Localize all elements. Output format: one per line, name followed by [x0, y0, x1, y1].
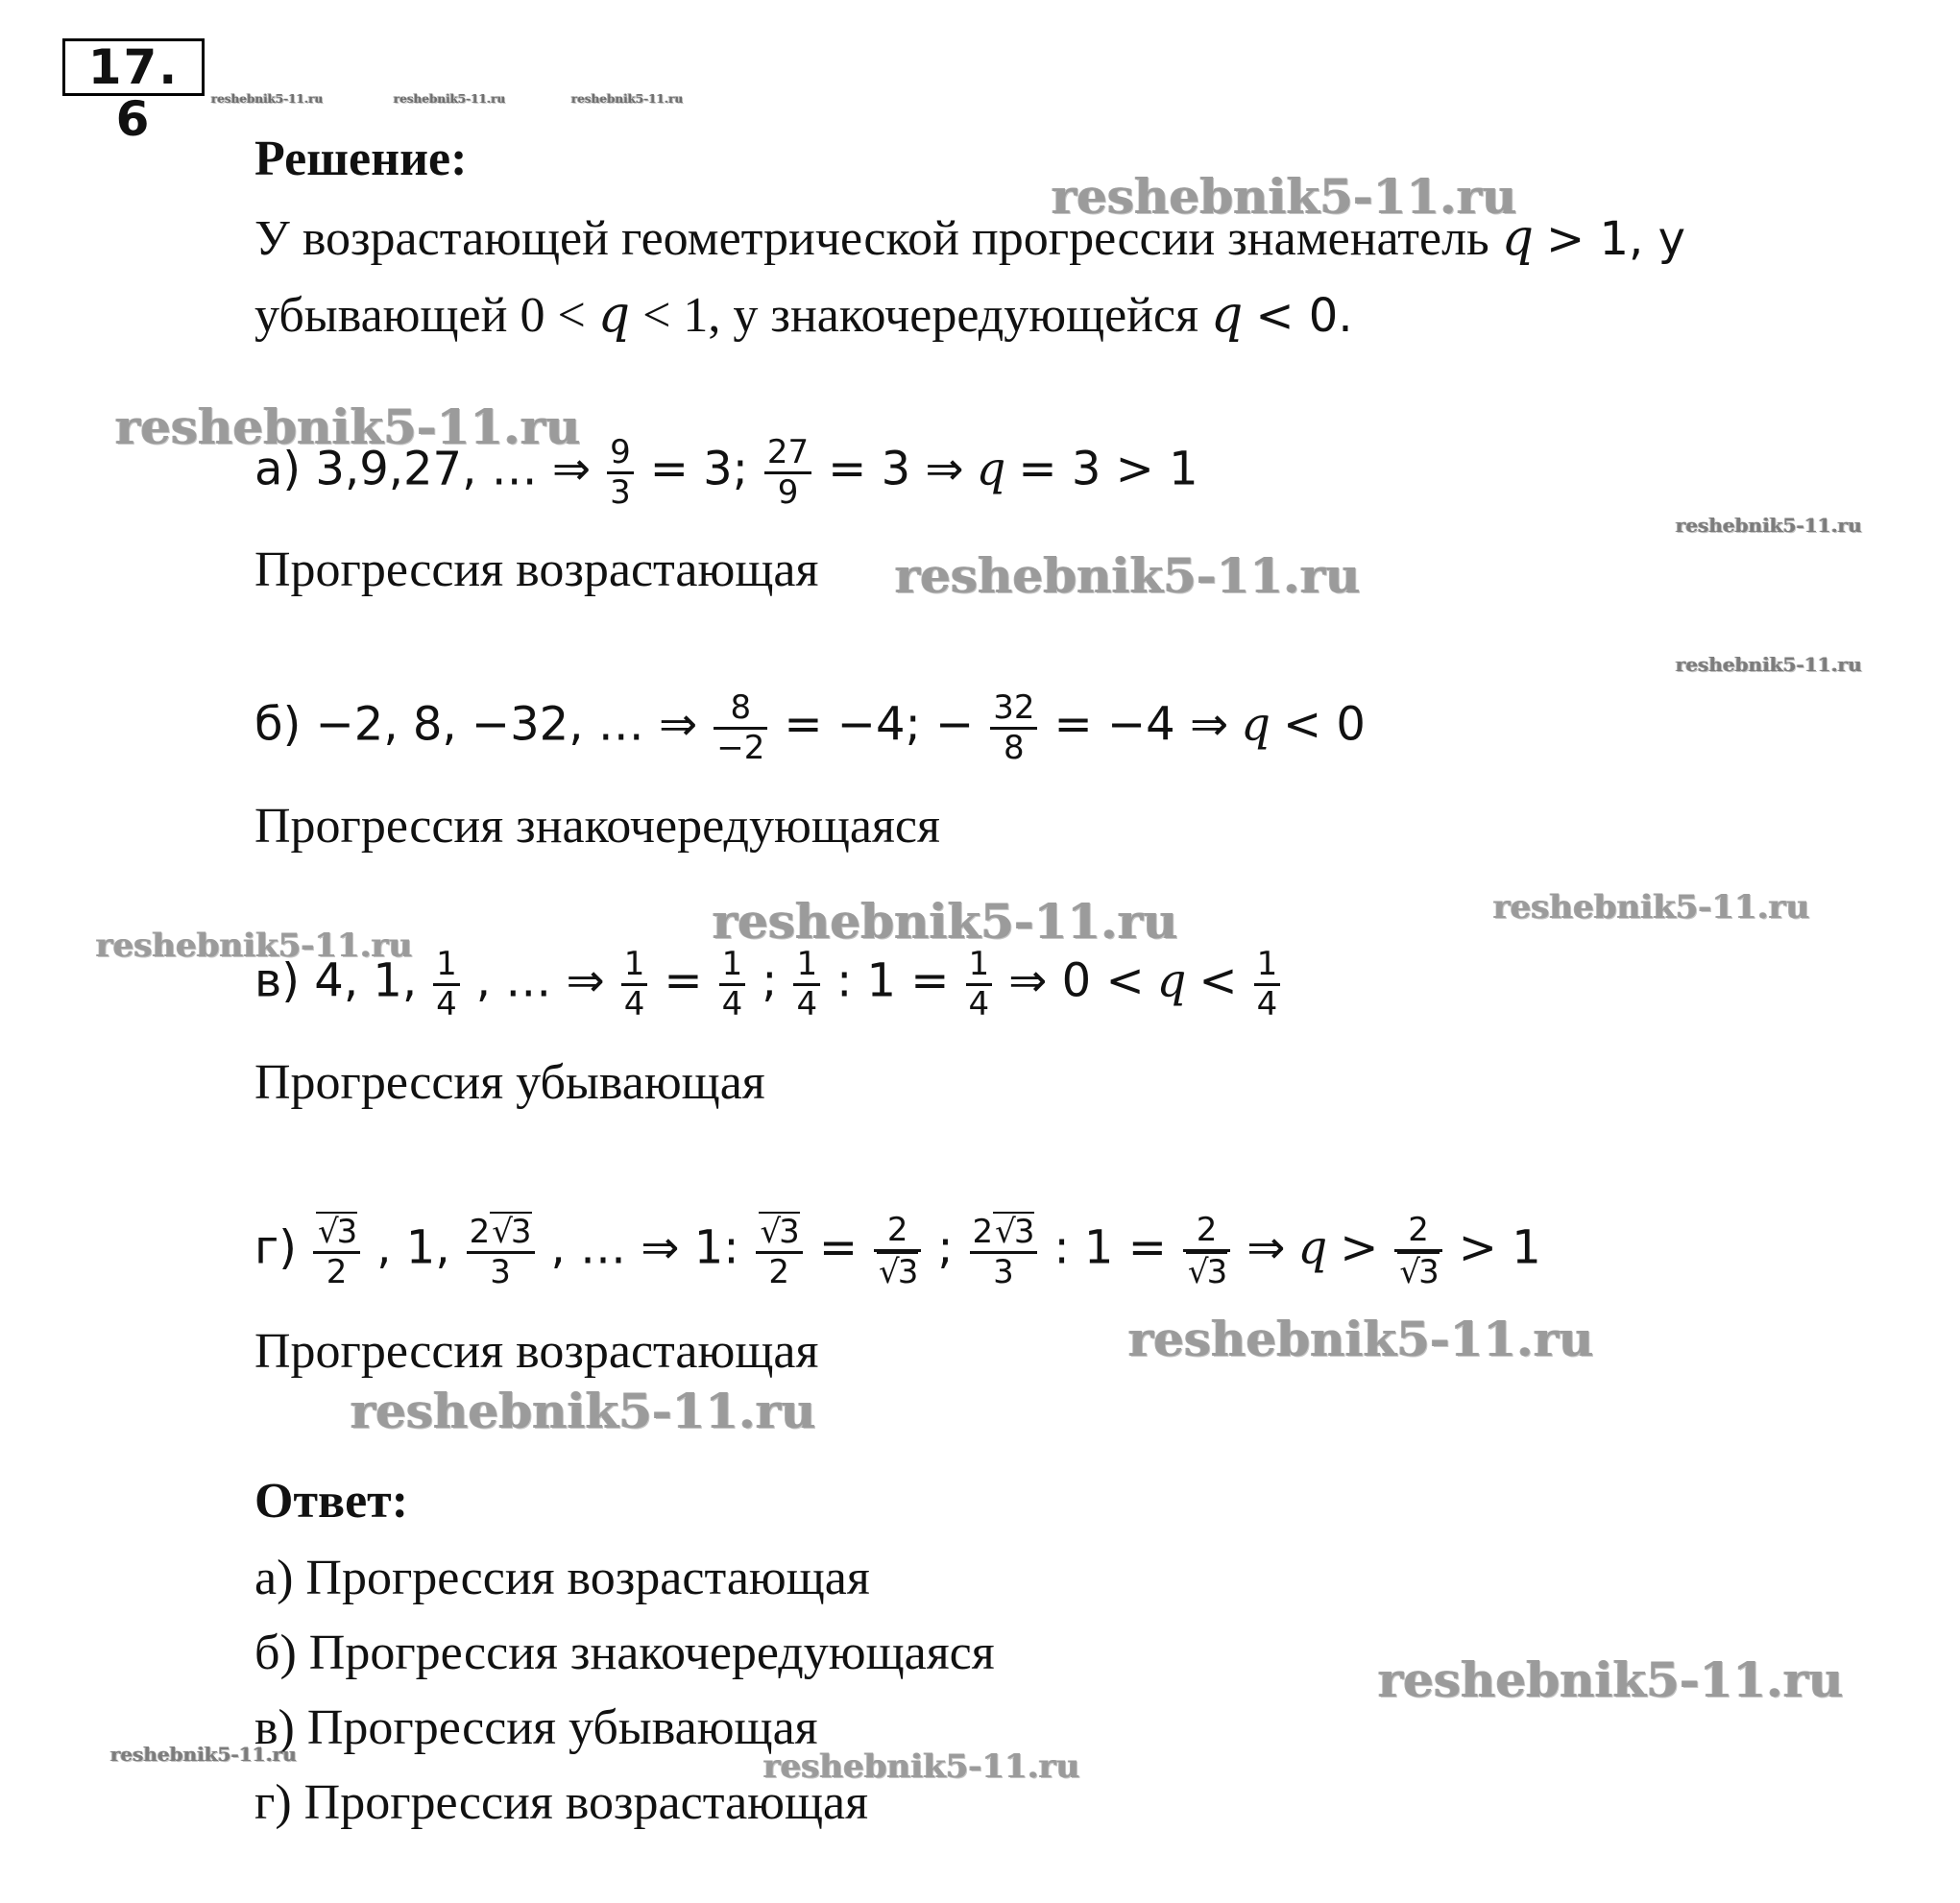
watermark: reshebnik5-11.ru	[115, 398, 581, 455]
problem-number: 17. 6	[62, 38, 205, 96]
answer-item: а) Прогрессия возрастающая	[254, 1551, 870, 1605]
fraction: $\frac{1}{4}$	[719, 946, 746, 1024]
watermark: reshebnik5-11.ru	[1676, 514, 1862, 537]
watermark: reshebnik5-11.ru	[1052, 168, 1517, 225]
equation-part: =	[818, 1220, 859, 1275]
watermark: reshebnik5-11.ru	[571, 92, 684, 106]
intro-text: < 1, у знакочередующейся	[642, 288, 1199, 343]
fraction: $\frac{9}{3}$	[607, 434, 634, 512]
intro-condition: > 1, у	[1546, 212, 1685, 266]
equation-part: = −4; −	[784, 697, 975, 752]
fraction: 2 √ 3	[1394, 1212, 1441, 1291]
part-b-label: б) −2, 8, −32, … ⇒	[254, 697, 698, 752]
watermark: reshebnik5-11.ru	[895, 547, 1361, 604]
part-b-equation	[254, 689, 1366, 767]
watermark: reshebnik5-11.ru	[110, 1743, 297, 1766]
part-g-equation	[254, 1212, 1541, 1291]
part-b-conclusion: Прогрессия знакочередующаяся	[254, 799, 940, 854]
q-symbol: q	[1501, 209, 1535, 267]
solution-heading: Решение:	[254, 132, 468, 186]
part-v-conclusion: Прогрессия убывающая	[254, 1055, 765, 1110]
answer-item: г) Прогрессия возрастающая	[254, 1775, 869, 1830]
equation-part: <	[1198, 953, 1238, 1008]
fraction: $\frac{1}{4}$	[966, 946, 993, 1024]
equation-part: ;	[762, 953, 778, 1008]
q-symbol: q	[976, 442, 1006, 496]
equation-part: , 1,	[376, 1220, 450, 1275]
equation-part: = −4 ⇒	[1053, 697, 1229, 752]
fraction: $\frac{1}{4}$	[433, 946, 460, 1024]
answer-item: б) Прогрессия знакочередующаяся	[254, 1626, 995, 1680]
equation-part: = 3;	[649, 442, 748, 496]
equation-part: < 0	[1282, 697, 1366, 752]
intro-text: < 0.	[1255, 289, 1353, 343]
equation-part: = 3 > 1	[1018, 442, 1198, 496]
part-a-conclusion: Прогрессия возрастающая	[254, 542, 819, 597]
intro-text: У возрастающей геометрической прогрессии знаменатель	[254, 211, 1489, 266]
part-v-equation	[254, 946, 1284, 1024]
equation-part: ;	[937, 1220, 954, 1275]
q-symbol: q	[597, 286, 631, 344]
fraction: $\frac{1}{4}$	[621, 946, 648, 1024]
equation-part: ⇒ 0 <	[1008, 953, 1145, 1008]
equation-part: : 1 =	[836, 953, 950, 1008]
equation-part: ⇒	[1246, 1220, 1286, 1275]
intro-line-2	[254, 286, 1353, 344]
answer-item: в) Прогрессия убывающая	[254, 1700, 818, 1755]
watermark: reshebnik5-11.ru	[394, 92, 506, 106]
answer-heading: Ответ:	[254, 1474, 409, 1529]
fraction: $\frac{2√ 3}{3}$	[970, 1212, 1038, 1291]
fraction: $\frac{2√ 3}{3}$	[467, 1212, 535, 1291]
fraction: √ $\frac{3}{2}$	[756, 1212, 803, 1291]
q-symbol: q	[1156, 953, 1187, 1008]
part-a-label: а) 3,9,27, … ⇒	[254, 442, 592, 496]
part-g-label: г)	[254, 1220, 297, 1275]
equation-part: , … ⇒ 1:	[550, 1220, 739, 1275]
equation-part: = 3 ⇒	[828, 442, 964, 496]
intro-text: убывающей 0 <	[254, 288, 586, 343]
fraction: $\frac{1}{4}$	[1254, 946, 1281, 1024]
watermark: reshebnik5-11.ru	[1493, 888, 1810, 927]
watermark: reshebnik5-11.ru	[763, 1747, 1080, 1786]
equation-part: >	[1340, 1220, 1379, 1275]
watermark: reshebnik5-11.ru	[713, 893, 1178, 950]
fraction: 2 √ 3	[1183, 1212, 1230, 1291]
part-g-conclusion: Прогрессия возрастающая	[254, 1324, 819, 1379]
fraction: $\frac{27}{9}$	[764, 434, 811, 512]
fraction: 2 √ 3	[874, 1212, 921, 1291]
equation-part: : 1 =	[1053, 1220, 1167, 1275]
fraction: $\frac{8}{-2}$	[714, 689, 767, 767]
q-symbol: q	[1241, 697, 1270, 752]
part-v-label: в) 4, 1,	[254, 953, 418, 1008]
fraction: √ $\frac{3}{2}$	[313, 1212, 360, 1291]
watermark: reshebnik5-11.ru	[1128, 1311, 1594, 1367]
equation-part: > 1	[1458, 1220, 1541, 1275]
watermark: reshebnik5-11.ru	[1676, 653, 1862, 676]
watermark: reshebnik5-11.ru	[96, 927, 413, 965]
fraction: $\frac{1}{4}$	[793, 946, 820, 1024]
part-a-equation	[254, 434, 1198, 512]
watermark: reshebnik5-11.ru	[1378, 1651, 1844, 1708]
equation-part: =	[664, 953, 703, 1008]
q-symbol: q	[1211, 286, 1244, 344]
q-symbol: q	[1297, 1220, 1328, 1275]
equation-part: , … ⇒	[475, 953, 605, 1008]
watermark: reshebnik5-11.ru	[351, 1383, 816, 1439]
watermark: reshebnik5-11.ru	[211, 92, 324, 106]
fraction: $\frac{32}{8}$	[990, 689, 1037, 767]
